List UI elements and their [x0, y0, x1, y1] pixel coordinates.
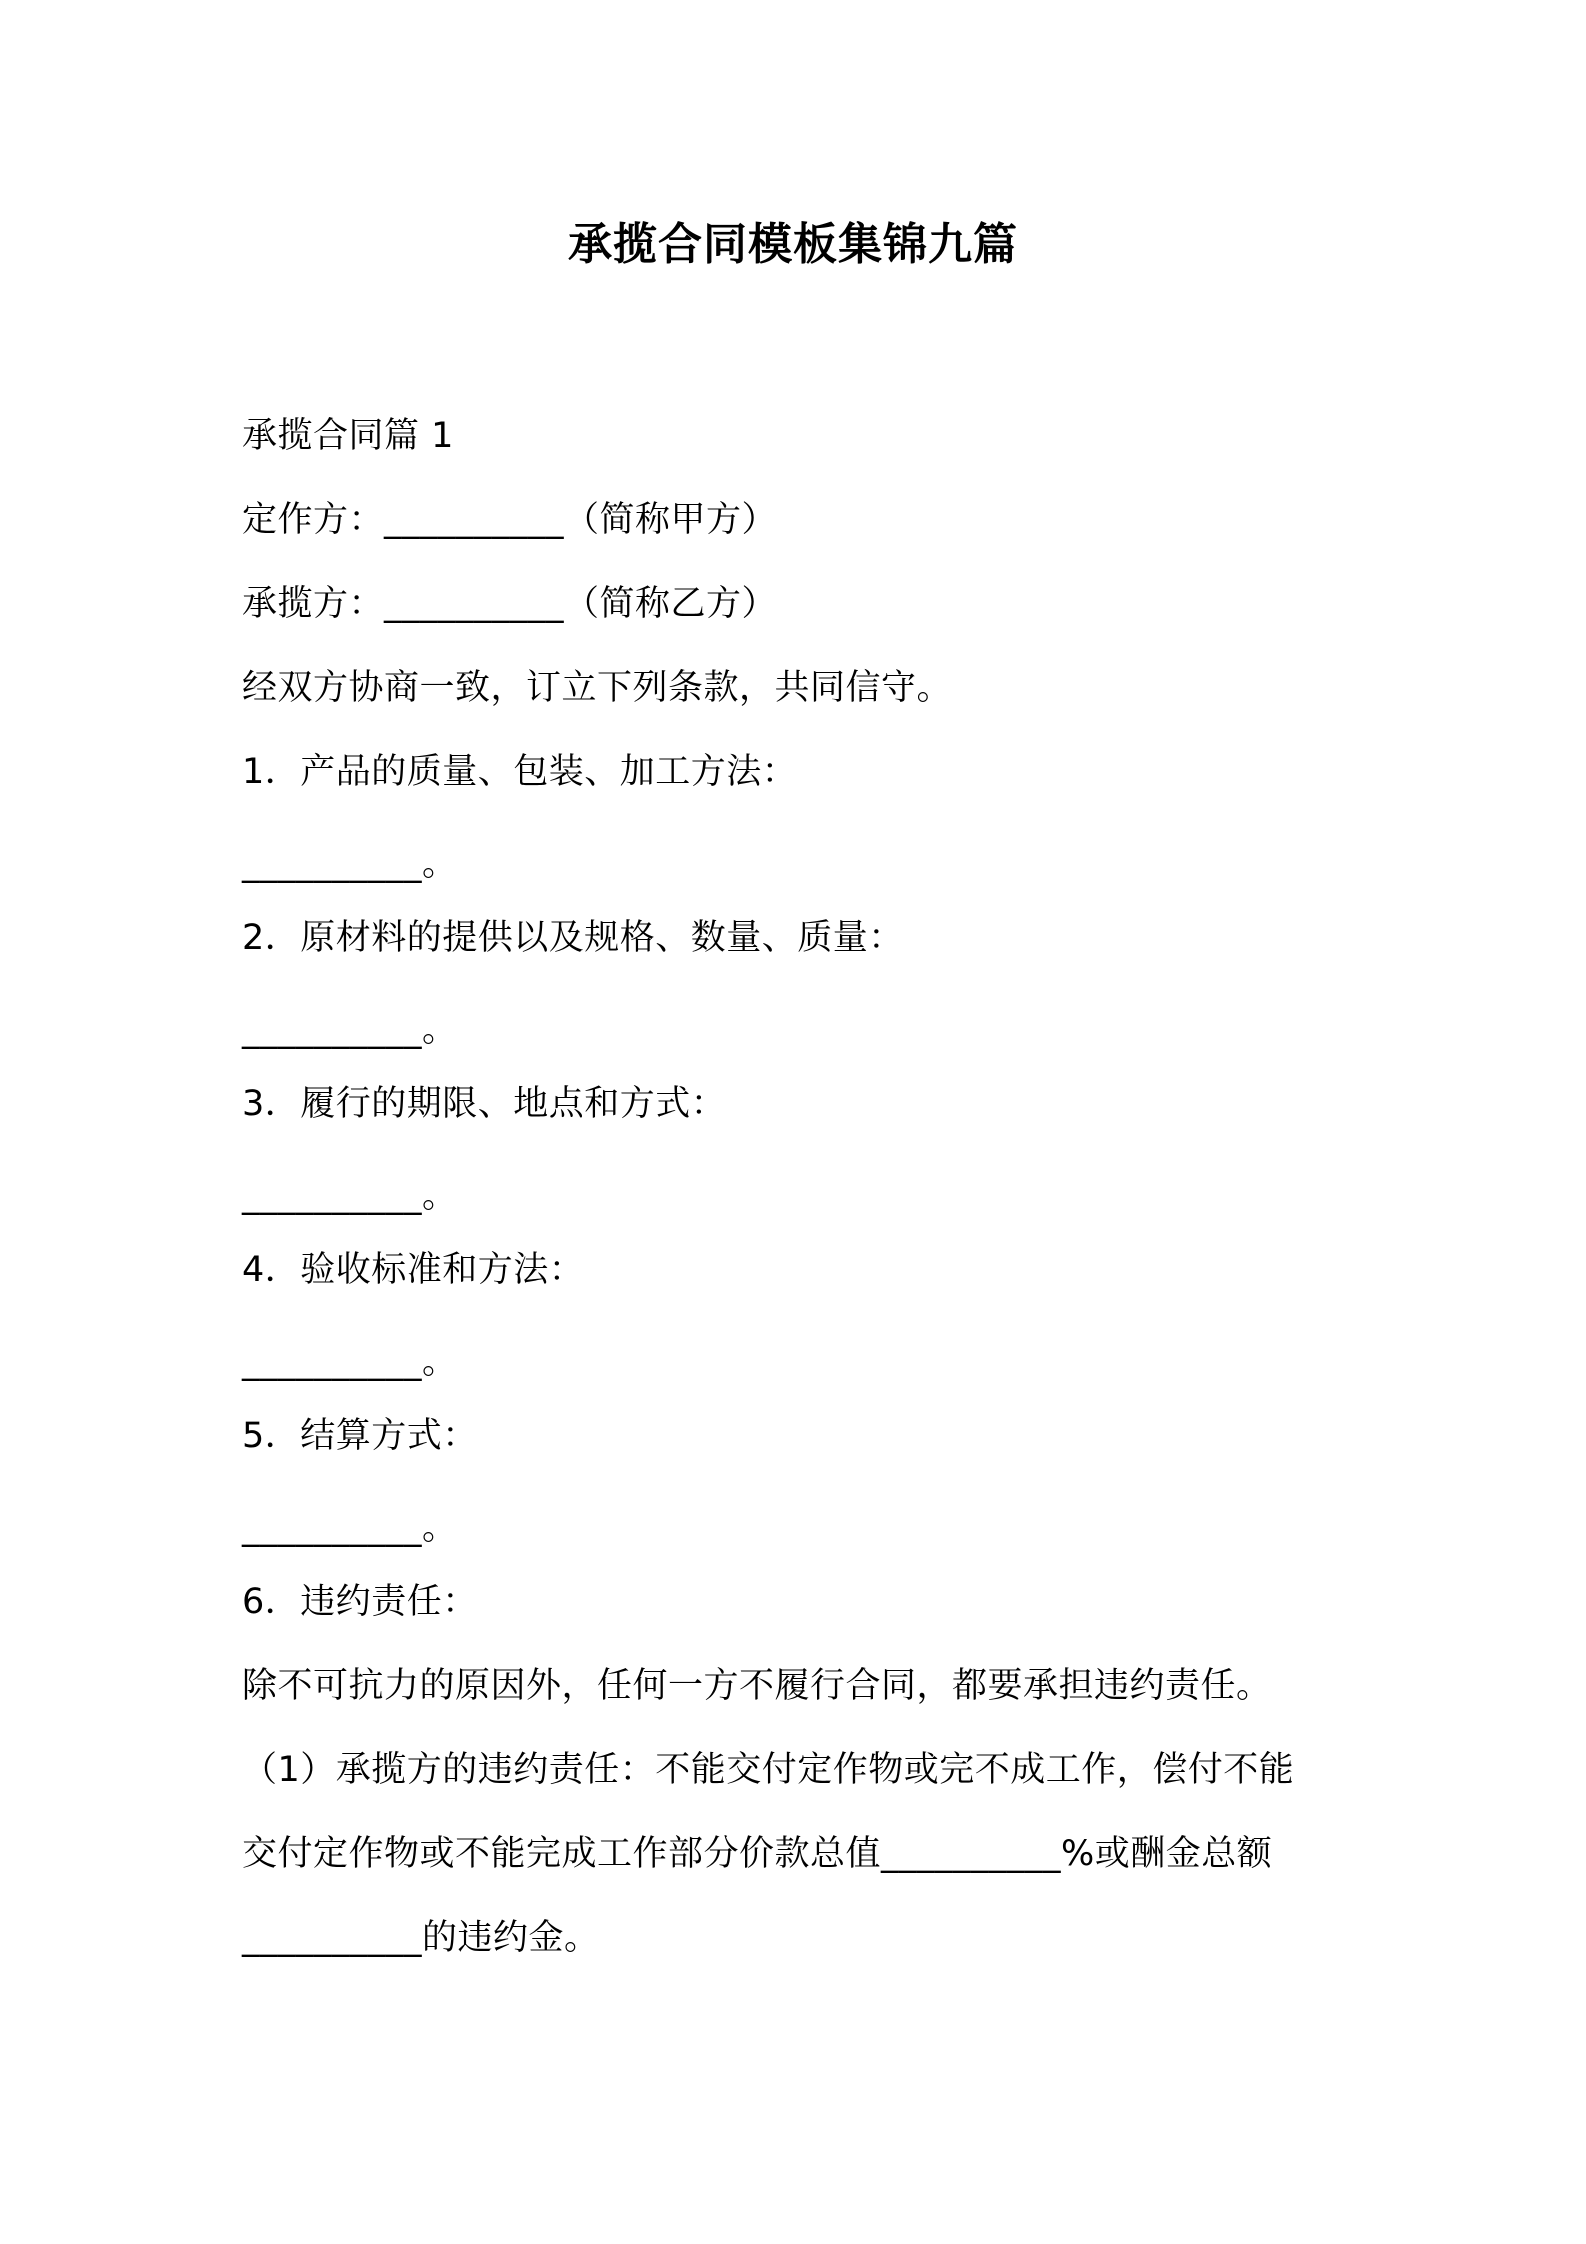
item-5-blank: __________。	[242, 1508, 458, 1548]
intro-paragraph: 经双方协商一致，订立下列条款，共同信守。	[242, 668, 953, 708]
item-2-heading: 2．原材料的提供以及规格、数量、质量：	[242, 918, 904, 958]
item-1-heading: 1．产品的质量、包装、加工方法：	[242, 752, 798, 792]
clause-1-line-2: 交付定作物或不能完成工作部分价款总值__________%或酬金总额	[242, 1834, 1273, 1874]
clause-1-line-3: __________的违约金。	[242, 1918, 600, 1958]
item-4-heading: 4．验收标准和方法：	[242, 1250, 585, 1290]
item-6-text: 除不可抗力的原因外，任何一方不履行合同，都要承担违约责任。	[242, 1666, 1272, 1706]
item-3-heading: 3．履行的期限、地点和方式：	[242, 1084, 727, 1124]
item-5-heading: 5．结算方式：	[242, 1416, 478, 1456]
item-6-heading: 6．违约责任：	[242, 1582, 478, 1622]
item-4-blank: __________。	[242, 1342, 458, 1382]
item-2-blank: __________。	[242, 1010, 458, 1050]
section-heading: 承揽合同篇 1	[242, 416, 454, 456]
document-title: 承揽合同模板集锦九篇	[568, 219, 1018, 270]
clause-1-line-1: （1）承揽方的违约责任：不能交付定作物或完不成工作，偿付不能	[242, 1750, 1295, 1790]
party-b-line: 承揽方：__________（简称乙方）	[242, 584, 778, 624]
item-3-blank: __________。	[242, 1176, 458, 1216]
item-1-blank: __________。	[242, 844, 458, 884]
party-a-line: 定作方：__________（简称甲方）	[242, 500, 778, 540]
